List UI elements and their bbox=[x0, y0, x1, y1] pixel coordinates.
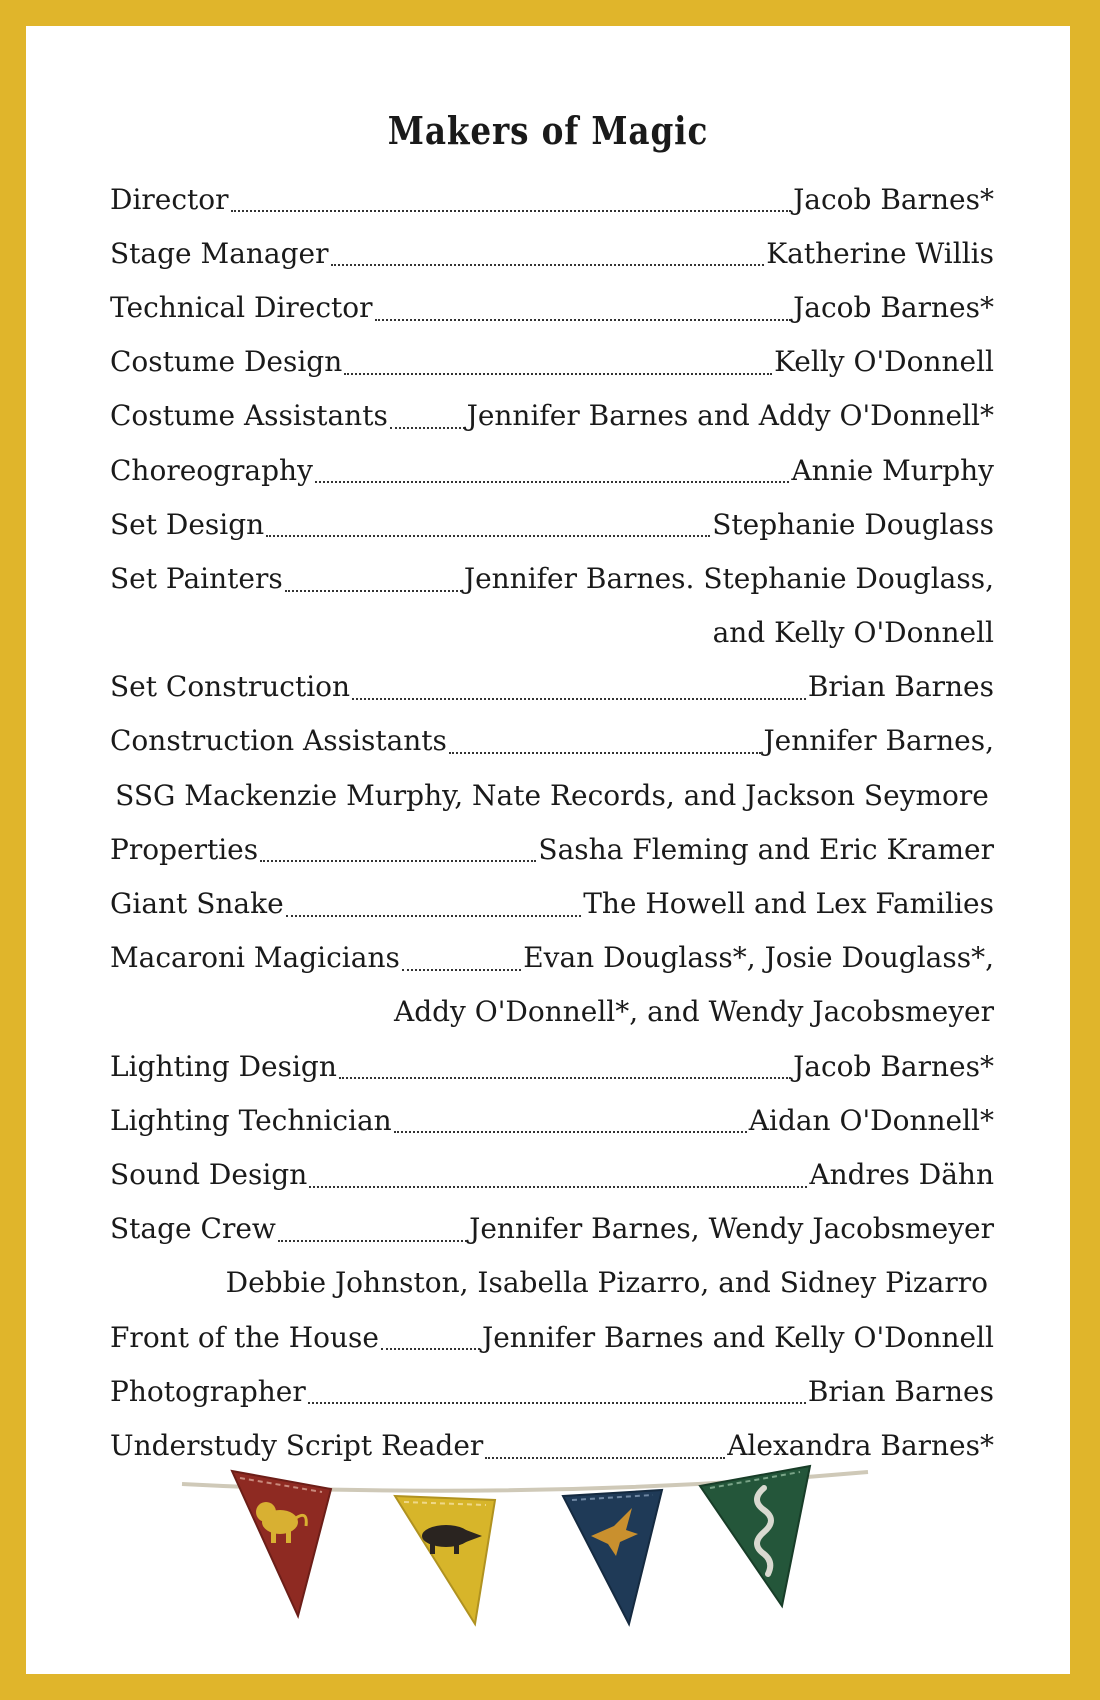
credit-role: Construction Assistants bbox=[110, 724, 447, 758]
credit-role: Lighting Technician bbox=[110, 1103, 392, 1137]
credit-role: Photographer bbox=[110, 1374, 306, 1408]
pennant-eagle bbox=[563, 1490, 662, 1624]
credit-name: Jennifer Barnes. Stephanie Douglass, bbox=[463, 561, 994, 595]
credit-name: Jennifer Barnes and Kelly O'Donnell bbox=[482, 1320, 994, 1354]
credit-role: Technical Director bbox=[110, 290, 373, 324]
pennant-lion bbox=[232, 1471, 331, 1616]
credit-name: Jennifer Barnes, Wendy Jacobsmeyer bbox=[469, 1212, 994, 1246]
credit-role: Choreography bbox=[110, 453, 313, 487]
credit-name: The Howell and Lex Families bbox=[583, 887, 994, 921]
credit-name: Evan Douglass*, Josie Douglass*, bbox=[523, 941, 994, 975]
credit-role: Costume Assistants bbox=[110, 399, 388, 433]
credit-continuation: and Kelly O'Donnell bbox=[712, 616, 994, 650]
credit-role: Set Design bbox=[110, 507, 265, 541]
credit-continuation: Addy O'Donnell*, and Wendy Jacobsmeyer bbox=[393, 995, 994, 1029]
pennant-badger-flag bbox=[395, 1496, 495, 1624]
credit-continuation: SSG Mackenzie Murphy, Nate Records, and Jackson Seymore bbox=[115, 778, 989, 812]
credit-role: Director bbox=[110, 182, 229, 216]
pennant-snake-flag bbox=[700, 1466, 810, 1606]
credit-name: Aidan O'Donnell* bbox=[748, 1103, 994, 1137]
credit-name: Brian Barnes bbox=[807, 1374, 994, 1408]
credit-role: Macaroni Magicians bbox=[110, 941, 400, 975]
credit-role: Set Construction bbox=[110, 670, 351, 704]
credit-role: Sound Design bbox=[110, 1157, 308, 1191]
credit-name: Jacob Barnes* bbox=[793, 1049, 994, 1083]
credit-name: Jennifer Barnes, bbox=[763, 724, 994, 758]
credit-name: Stephanie Douglass bbox=[712, 507, 994, 541]
credit-continuation: Debbie Johnston, Isabella Pizarro, and Sidney Pizarro bbox=[225, 1266, 988, 1300]
credit-role: Stage Crew bbox=[110, 1212, 276, 1246]
credit-role: Costume Design bbox=[110, 345, 343, 379]
credit-name: Kelly O'Donnell bbox=[774, 345, 994, 379]
credit-role: Lighting Design bbox=[110, 1049, 337, 1083]
credit-role: Understudy Script Reader bbox=[110, 1428, 484, 1462]
page-title: Makers of Magic bbox=[387, 108, 709, 153]
credit-role: Front of the House bbox=[110, 1320, 379, 1354]
credit-name: Katherine Willis bbox=[766, 236, 994, 270]
credit-name: Jacob Barnes* bbox=[793, 182, 994, 216]
credit-role: Properties bbox=[110, 832, 259, 866]
credit-name: Annie Murphy bbox=[791, 453, 994, 487]
pennant-badger bbox=[395, 1496, 495, 1624]
program-page bbox=[26, 26, 1070, 1674]
credit-role: Giant Snake bbox=[110, 887, 284, 921]
pennant-eagle-flag bbox=[563, 1490, 662, 1624]
credit-name: Brian Barnes bbox=[807, 670, 994, 704]
credit-role: Stage Manager bbox=[110, 236, 329, 270]
credit-name: Sasha Fleming and Eric Kramer bbox=[538, 832, 994, 866]
credit-name: Alexandra Barnes* bbox=[727, 1428, 994, 1462]
credit-name: Jennifer Barnes and Addy O'Donnell* bbox=[466, 399, 994, 433]
pennant-snake bbox=[700, 1466, 810, 1606]
house-pennant-banner bbox=[26, 26, 1070, 1674]
credit-name: Andres Dähn bbox=[809, 1157, 994, 1191]
credit-name: Jacob Barnes* bbox=[793, 290, 994, 324]
pennant-lion-flag bbox=[232, 1471, 331, 1616]
credit-role: Set Painters bbox=[110, 561, 283, 595]
